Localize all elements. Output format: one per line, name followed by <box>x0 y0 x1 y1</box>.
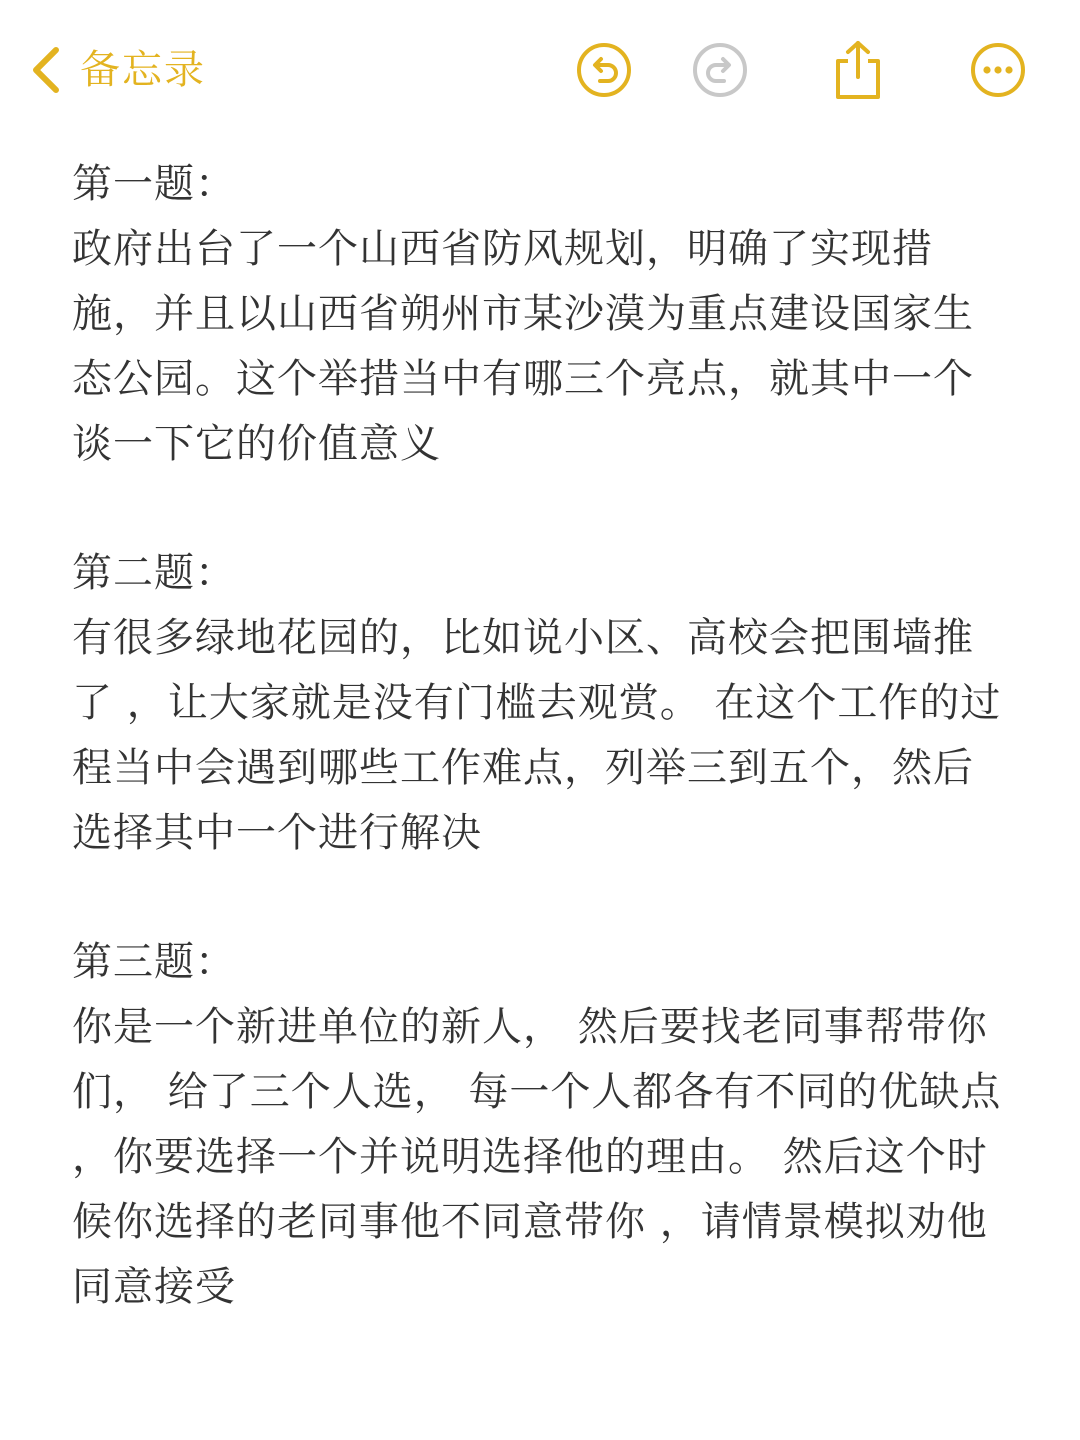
back-button[interactable] <box>28 38 206 102</box>
question-body: 你是一个新进单位的新人， 然后要找老同事帮带你们， 给了三个人选， 每一个人都各有不同的优缺点 ，你要选择一个并说明选择他的理由。 然后这个时候你选择的老同事他不同意带你 ，请情景模拟劝他同意接受 <box>72 1004 1002 1310</box>
redo-icon <box>691 41 749 99</box>
navigation-bar <box>0 0 1080 140</box>
question-body: 有很多绿地花园的，比如说小区、高校会把围墙推了 ，让大家就是没有门槛去观赏。 在这个工作的过程当中会遇到哪些工作难点，列举三到五个，然后选择其中一个进行解决 <box>72 615 1002 856</box>
chevron-left-icon <box>28 44 64 96</box>
more-icon <box>969 41 1027 99</box>
more-button[interactable] <box>968 40 1028 100</box>
question-title: 第二题： <box>72 550 236 596</box>
note-content[interactable] <box>72 152 1012 1384</box>
undo-button[interactable] <box>574 40 634 100</box>
share-button[interactable] <box>828 40 888 100</box>
question-title: 第三题： <box>72 939 236 985</box>
undo-icon <box>575 41 633 99</box>
redo-button[interactable] <box>690 40 750 100</box>
question-block <box>72 541 1012 866</box>
question-block <box>72 152 1012 477</box>
question-block <box>72 930 1012 1320</box>
question-title: 第一题： <box>72 161 236 207</box>
share-icon <box>830 39 886 101</box>
question-body: 政府出台了一个山西省防风规划，明确了实现措施，并且以山西省朔州市某沙漠为重点建设国家生态公园。这个举措当中有哪三个亮点，就其中一个谈一下它的价值意义 <box>72 226 974 467</box>
back-label: 备忘录 <box>80 47 206 93</box>
